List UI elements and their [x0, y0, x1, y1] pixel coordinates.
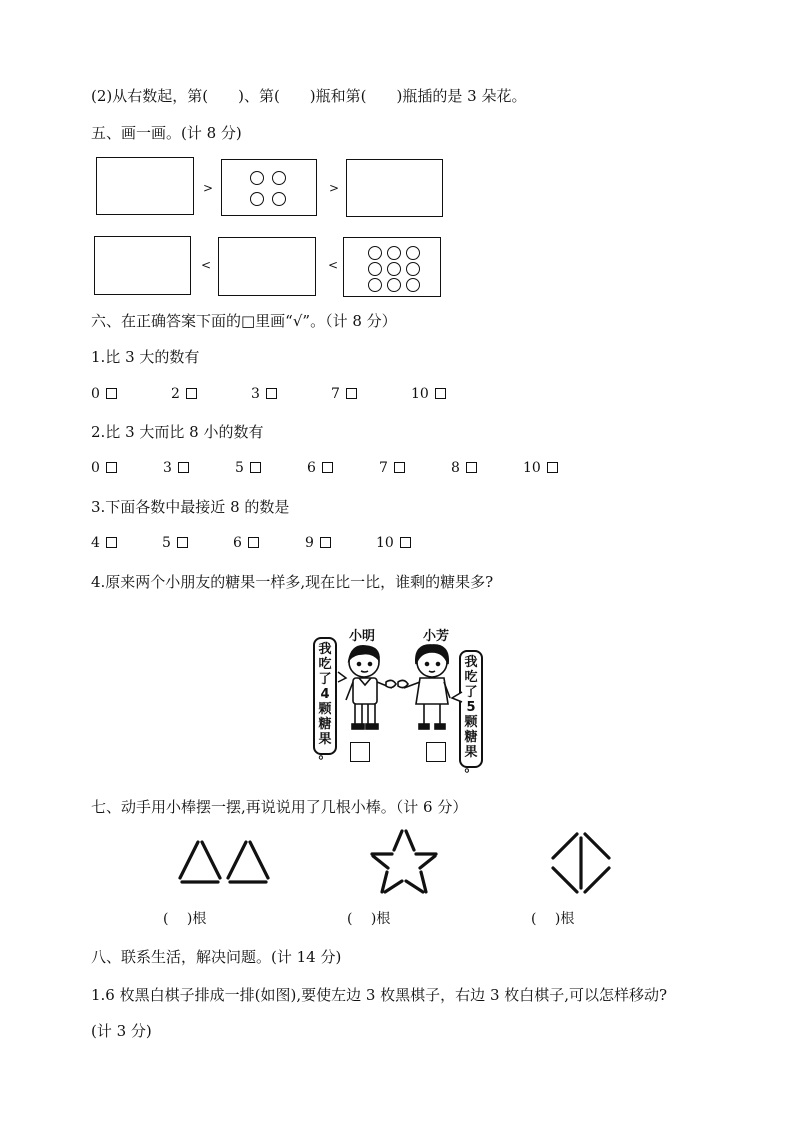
drawing-box-empty[interactable]	[94, 236, 191, 295]
checkbox[interactable]	[186, 388, 197, 399]
option[interactable]: 3	[251, 386, 277, 402]
circle-icon	[272, 192, 286, 206]
option[interactable]: 5	[235, 460, 261, 476]
greater-than-sign: >	[203, 181, 214, 195]
boy-speech-bubble: 我 吃 了 4 颗 糖 果 。	[313, 637, 337, 755]
boy-name: 小明	[349, 629, 376, 644]
option[interactable]: 8	[451, 460, 477, 476]
checkbox[interactable]	[547, 462, 558, 473]
checkbox[interactable]	[250, 462, 261, 473]
boy-answer-box[interactable]	[350, 742, 370, 762]
circle-icon	[387, 278, 401, 292]
star-sticks	[368, 828, 440, 896]
girl-answer-box[interactable]	[426, 742, 446, 762]
circle-icon	[368, 246, 382, 260]
checkbox[interactable]	[178, 462, 189, 473]
girl-speech-bubble: 我 吃 了 5 颗 糖 果 。	[459, 650, 483, 768]
drawing-box-empty[interactable]	[96, 157, 194, 215]
diamond-sticks	[548, 830, 614, 896]
circle-icon	[250, 171, 264, 185]
answer-caption: ( )根	[163, 911, 207, 927]
option[interactable]: 0	[91, 460, 117, 476]
option[interactable]: 6	[307, 460, 333, 476]
checkbox[interactable]	[394, 462, 405, 473]
checkbox[interactable]	[106, 462, 117, 473]
drawing-box-empty[interactable]	[218, 237, 316, 296]
question-text: (2)从右数起，第( )、第( )瓶和第( )瓶插的是 3 朵花。	[91, 87, 527, 105]
circle-box-4	[221, 159, 317, 216]
option[interactable]: 10	[376, 535, 411, 551]
circle-icon	[406, 262, 420, 276]
circle-box-9	[343, 237, 441, 297]
greater-than-sign: >	[329, 181, 340, 195]
checkbox[interactable]	[106, 537, 117, 548]
girl-name: 小芳	[423, 629, 450, 644]
option[interactable]: 10	[523, 460, 558, 476]
section-heading: 六、在正确答案下面的□里画“√”。（计 8 分）	[91, 312, 397, 330]
question-text: 2.比 3 大而比 8 小的数有	[91, 423, 264, 441]
score-text: (计 3 分)	[91, 1022, 152, 1040]
checkbox[interactable]	[466, 462, 477, 473]
drawing-box-empty[interactable]	[346, 159, 443, 217]
girl-figure	[398, 645, 450, 729]
section-heading: 五、画一画。(计 8 分)	[91, 124, 242, 142]
circle-icon	[250, 192, 264, 206]
checkbox[interactable]	[106, 388, 117, 399]
option[interactable]: 7	[331, 386, 357, 402]
answer-caption: ( )根	[531, 911, 575, 927]
two-triangles-sticks	[176, 838, 274, 886]
checkbox[interactable]	[266, 388, 277, 399]
checkbox[interactable]	[248, 537, 259, 548]
checkbox[interactable]	[322, 462, 333, 473]
question-text: 1.6 枚黑白棋子排成一排(如图),要使左边 3 枚黑棋子，右边 3 枚白棋子,可以怎样移动?	[91, 986, 668, 1004]
option[interactable]: 5	[162, 535, 188, 551]
circle-icon	[387, 246, 401, 260]
checkbox[interactable]	[346, 388, 357, 399]
circle-icon	[406, 278, 420, 292]
answer-caption: ( )根	[347, 911, 391, 927]
circle-icon	[406, 246, 420, 260]
kids-illustration	[334, 640, 464, 745]
circle-icon	[368, 262, 382, 276]
section-heading: 七、动手用小棒摆一摆,再说说用了几根小棒。（计 6 分）	[91, 798, 468, 816]
question-text: 4.原来两个小朋友的糖果一样多,现在比一比，谁剩的糖果多?	[91, 573, 494, 591]
option[interactable]: 6	[233, 535, 259, 551]
option[interactable]: 3	[163, 460, 189, 476]
checkbox[interactable]	[177, 537, 188, 548]
checkbox[interactable]	[400, 537, 411, 548]
less-than-sign: <	[201, 258, 212, 272]
section-heading: 八、联系生活，解决问题。(计 14 分)	[91, 948, 342, 966]
option[interactable]: 7	[379, 460, 405, 476]
option[interactable]: 10	[411, 386, 446, 402]
checkbox[interactable]	[435, 388, 446, 399]
option[interactable]: 9	[305, 535, 331, 551]
checkbox[interactable]	[320, 537, 331, 548]
option[interactable]: 4	[91, 535, 117, 551]
boy-figure	[346, 646, 396, 729]
question-text: 3.下面各数中最接近 8 的数是	[91, 498, 290, 516]
question-text: 1.比 3 大的数有	[91, 348, 200, 366]
circle-icon	[368, 278, 382, 292]
option[interactable]: 2	[171, 386, 197, 402]
circle-icon	[387, 262, 401, 276]
less-than-sign: <	[328, 258, 339, 272]
circle-icon	[272, 171, 286, 185]
option[interactable]: 0	[91, 386, 117, 402]
